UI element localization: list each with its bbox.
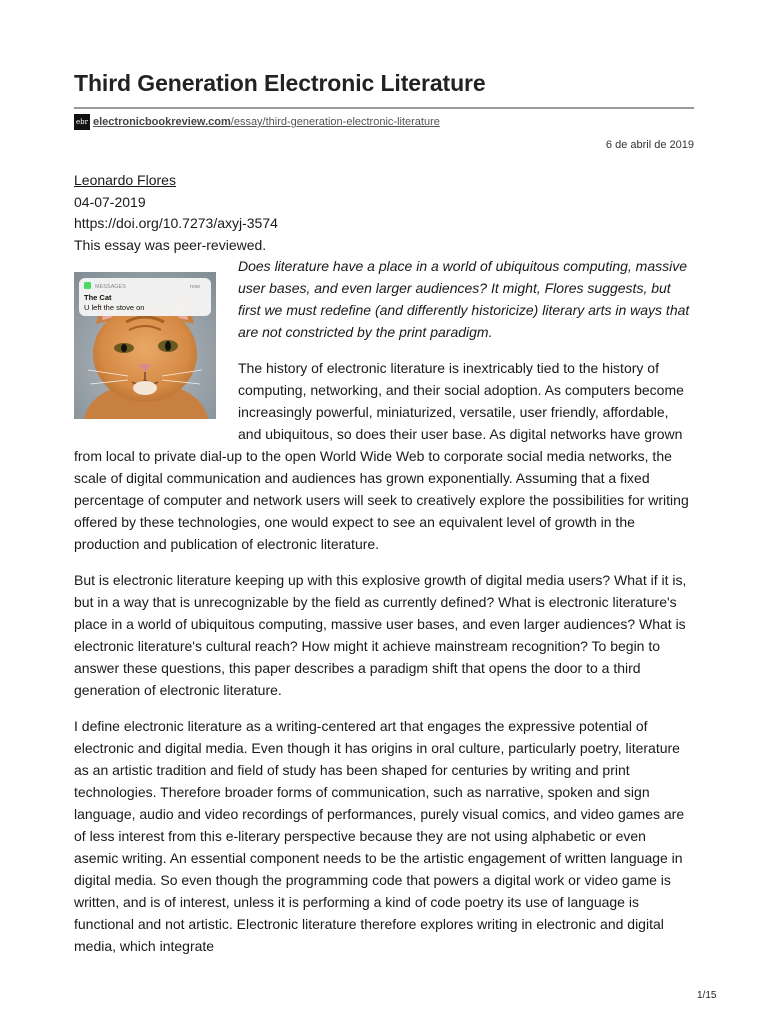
publication-date: 04-07-2019	[74, 193, 146, 210]
site-favicon-icon: ebr	[74, 114, 90, 130]
notification-sender: The Cat	[84, 293, 112, 302]
capture-date: 6 de abril de 2019	[605, 139, 694, 151]
paragraph-1: The history of electronic literature is inextricably tied to the history of computing, networking, and their social adoption. As computers become increasingly powerful, miniaturized, versatile, user friendly, affordable, and ubiquitous, so does their user base. As digital networks have grown from local to private dial-up to the open World Wide Web to corporate social media networks, the scale of digital communication and audiences has grown exponentially. Assuming that a fixed percentage of computer and network users will seek to creatively explore the possibilities for writing offered by these technologies, one would expect to see an equivalent level of growth in the production and publication of electronic literature.	[74, 360, 689, 552]
article-body	[74, 255, 694, 971]
source-path: /essay/third-generation-electronic-literature	[230, 116, 440, 128]
source-domain: electronicbookreview.com	[93, 116, 231, 128]
notification-message: U left the stove on	[84, 303, 145, 312]
review-note: This essay was peer-reviewed.	[74, 237, 267, 254]
author-link[interactable]: Leonardo Flores	[74, 172, 176, 188]
source-link[interactable]	[93, 116, 440, 128]
notification-time: now	[189, 284, 200, 290]
article-abstract: Does literature have a place in a world of ubiquitous computing, massive user bases, and even larger audiences? It might, Flores suggests, but first we must redefine (and differently historicize) literary arts in ways that are not constricted by the print paradigm.	[238, 258, 690, 340]
page-number: 1/15	[697, 990, 717, 1001]
title-divider	[74, 107, 694, 109]
article-meta	[74, 170, 278, 257]
source-line	[74, 113, 440, 131]
paragraph-2: But is electronic literature keeping up with this explosive growth of digital media users? What if it is, but in a way that is unrecognizable by the field as currently defined? What is electronic literature's place in a world of ubiquitous computing, massive user bases, and even larger audiences? What is electronic literature's cultural reach? How might it achieve mainstream recognition? To begin to answer these questions, this paper describes a paradigm shift that opens the door to a third generation of electronic literature.	[74, 572, 687, 698]
doi: https://doi.org/10.7273/axyj-3574	[74, 215, 278, 232]
paragraph-3: I define electronic literature as a writing-centered art that engages the expressive potential of electronic and digital media. Even though it has origins in oral culture, particularly poetry, literature as an artistic tradition and field of study has been shaped for centuries by writing and print technologies. Therefore broader forms of communication, such as narrative, spoken and sign language, audio and video recordings of performances, purely visual comics, and video games are of less interest from this e-literary perspective because they are not using alphabetic or even asemic writing. An essential component needs to be the artistic engagement of written language in digital media. So even though the programming code that powers a digital work or video game is written, and is of interest, unless it is performing a kind of code poetry its use of language is functional and not artistic. Electronic literature therefore explores writing in electronic and digital media, which integrate	[74, 718, 685, 954]
notification-app: MESSAGES	[95, 284, 126, 290]
page-title: Third Generation Electronic Literature	[74, 70, 486, 96]
